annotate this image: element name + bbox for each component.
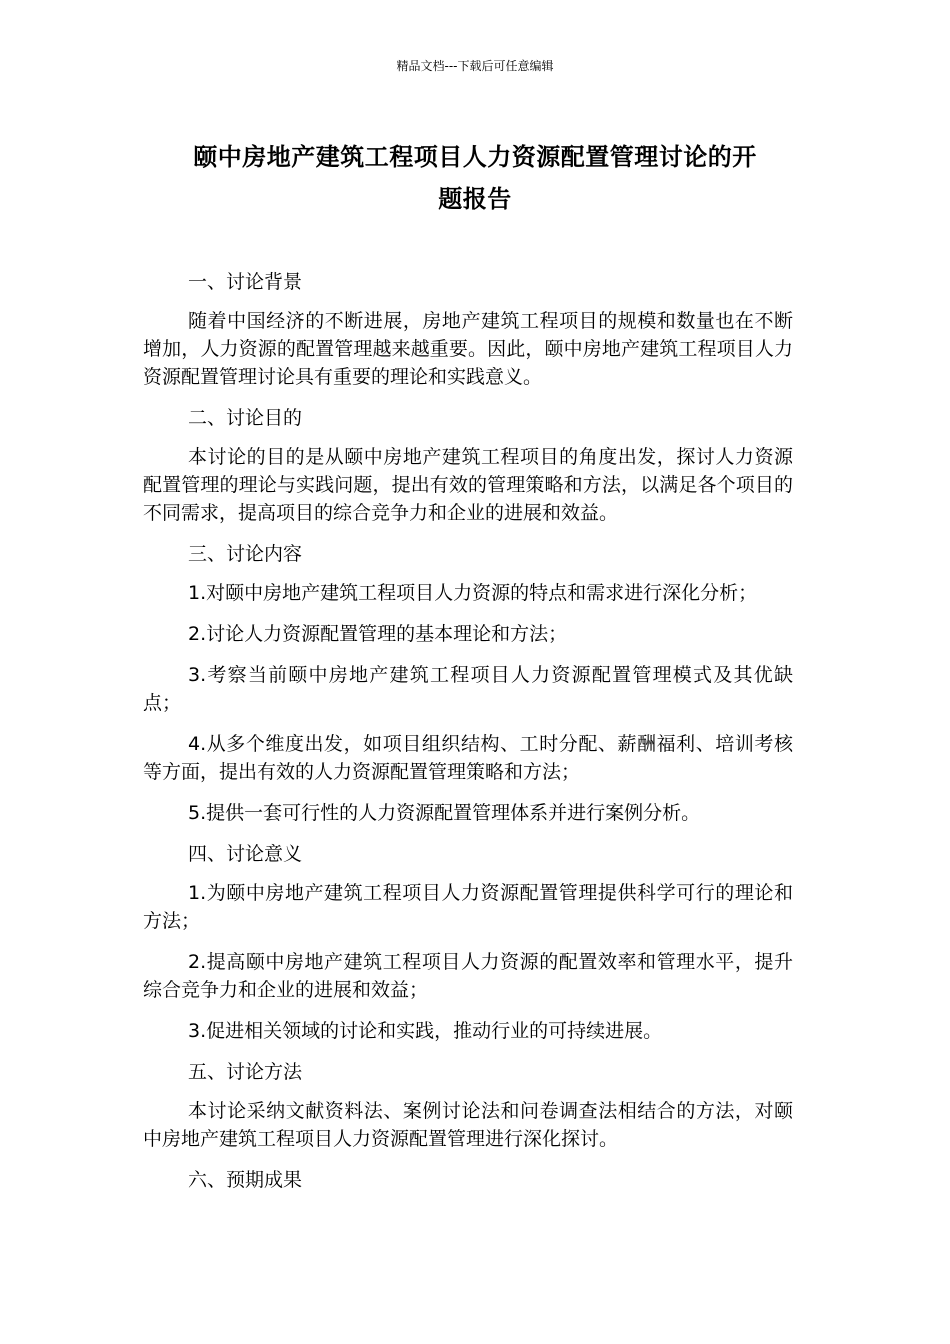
document-body	[143, 268, 793, 1205]
significance-item-3: 3.促进相关领域的讨论和实践，推动行业的可持续进展。	[188, 1020, 663, 1042]
paragraph-background: 随着中国经济的不断进展，房地产建筑工程项目的规模和数量也在不断增加，人力资源的配置管理越来越重要。因此，颐中房地产建筑工程项目人力资源配置管理讨论具有重要的理论和实践意义。	[143, 310, 793, 388]
paragraph-purpose: 本讨论的目的是从颐中房地产建筑工程项目的角度出发，探讨人力资源配置管理的理论与实践问题，提出有效的管理策略和方法，以满足各个项目的不同需求，提高项目的综合竞争力和企业的进展和效益。	[143, 446, 793, 524]
content-item-1: 1.对颐中房地产建筑工程项目人力资源的特点和需求进行深化分析；	[188, 582, 758, 604]
section-heading-methods: 五、讨论方法	[188, 1061, 303, 1083]
significance-item-2: 2.提高颐中房地产建筑工程项目人力资源的配置效率和管理水平，提升综合竞争力和企业的进展和效益；	[143, 951, 793, 1001]
section-heading-background: 一、讨论背景	[188, 271, 303, 293]
significance-item-1: 1.为颐中房地产建筑工程项目人力资源配置管理提供科学可行的理论和方法；	[143, 882, 793, 932]
content-item-5: 5.提供一套可行性的人力资源配置管理体系并进行案例分析。	[188, 802, 701, 824]
section-heading-significance: 四、讨论意义	[188, 843, 303, 865]
paragraph-methods: 本讨论采纳文献资料法、案例讨论法和问卷调查法相结合的方法，对颐中房地产建筑工程项目人力资源配置管理进行深化探讨。	[143, 1100, 793, 1150]
title-line-1: 颐中房地产建筑工程项目人力资源配置管理讨论的开	[193, 143, 757, 171]
header-note: 精品文档---下载后可任意编辑	[396, 59, 554, 73]
section-heading-purpose: 二、讨论目的	[188, 407, 303, 429]
section-heading-expected-results: 六、预期成果	[188, 1169, 303, 1191]
content-item-4: 4.从多个维度出发，如项目组织结构、工时分配、薪酬福利、培训考核等方面，提出有效的人力资源配置管理策略和方法；	[143, 733, 793, 783]
title-line-2: 题报告	[438, 185, 512, 213]
section-heading-content: 三、讨论内容	[188, 543, 303, 565]
content-item-3: 3.考察当前颐中房地产建筑工程项目人力资源配置管理模式及其优缺点；	[143, 664, 793, 714]
content-item-2: 2.讨论人力资源配置管理的基本理论和方法；	[188, 623, 568, 645]
document-title	[140, 136, 810, 220]
